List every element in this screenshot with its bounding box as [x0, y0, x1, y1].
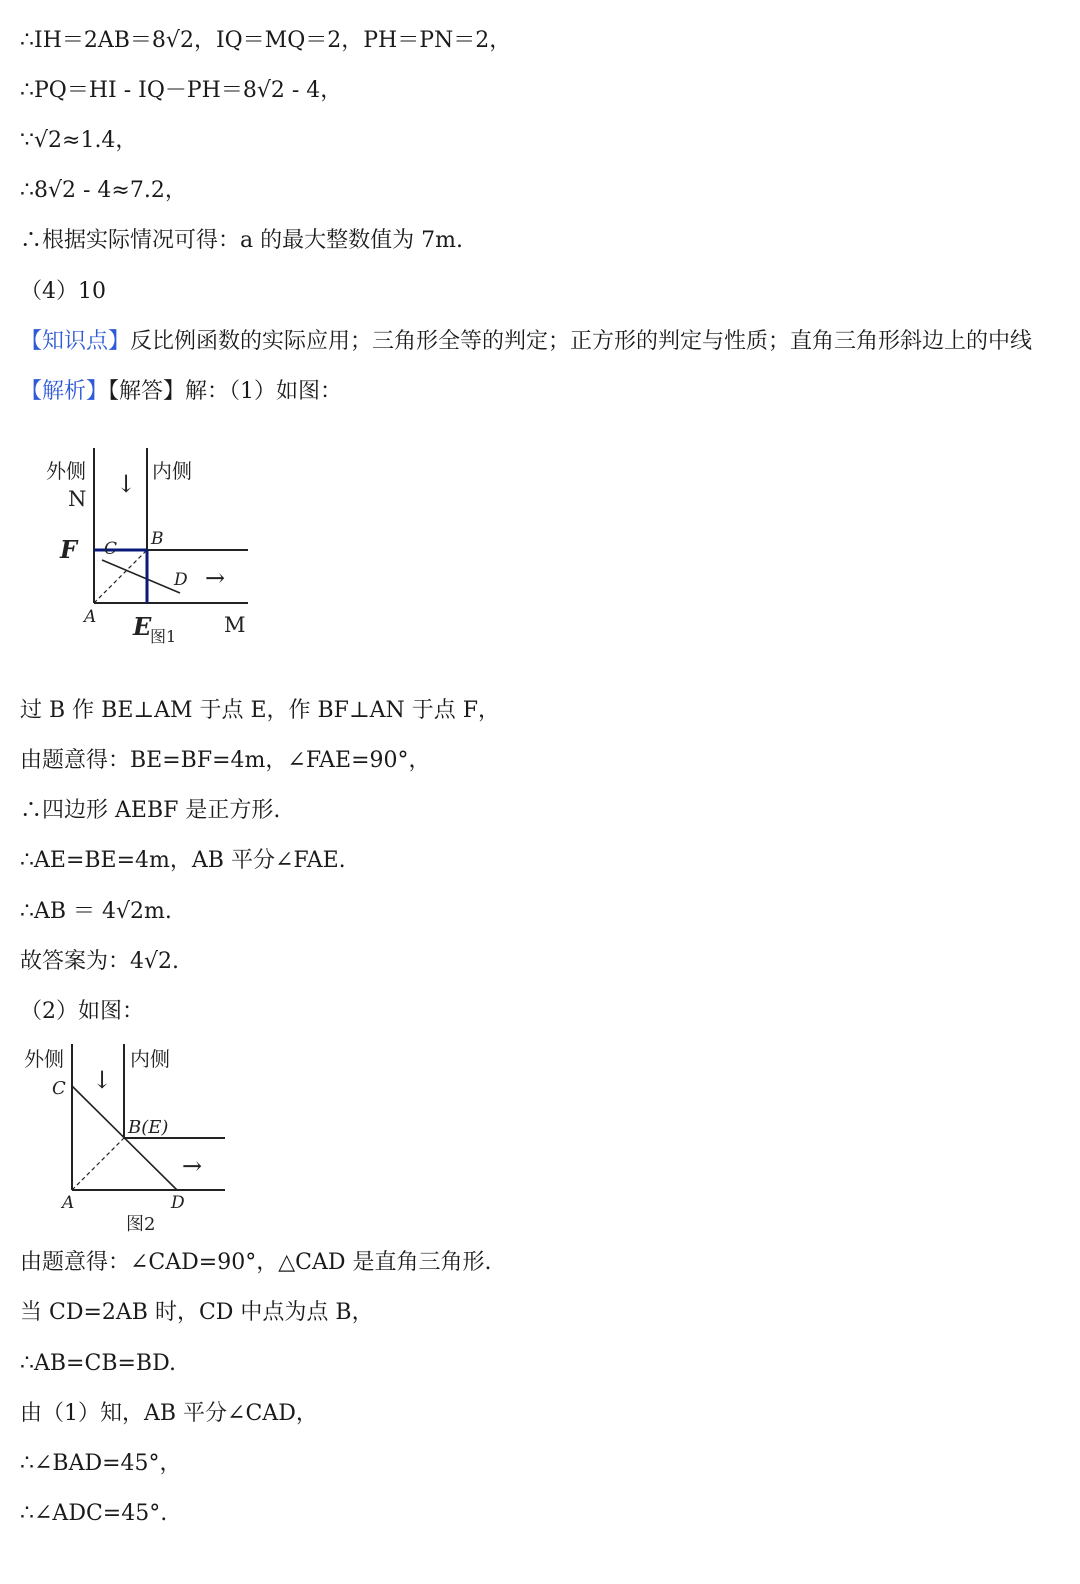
- text-line-p6: 故答案为：4√2.: [20, 949, 180, 974]
- text-line-p4: ∴AE=BE=4m，AB 平分∠FAE.: [20, 848, 346, 873]
- label-c: C: [104, 539, 118, 559]
- knowledge-point-label: 【知识点】: [20, 329, 131, 354]
- label-inner: 内侧: [152, 459, 192, 483]
- label-e: E: [133, 612, 152, 641]
- text-line-q3: ∴AB=CB=BD.: [20, 1351, 176, 1376]
- label-outer: 外侧: [46, 459, 86, 483]
- label-inner: 内侧: [130, 1047, 170, 1071]
- analysis-line: [20, 377, 342, 407]
- analysis-text: 【解答】解：（1）如图：: [108, 379, 343, 404]
- figure-2: [20, 1038, 240, 1238]
- label-d: D: [171, 1193, 185, 1213]
- label-m: M: [224, 613, 246, 637]
- text-line-q5: ∴∠BAD=45°，: [20, 1451, 182, 1476]
- text-line-p5: ∴AB ＝ 4√2m.: [20, 899, 172, 924]
- arrow-down-icon: ↓: [92, 1066, 113, 1094]
- label-a: A: [84, 607, 97, 627]
- text-line-p7: （2）如图：: [20, 999, 144, 1024]
- knowledge-point-line: [20, 327, 1032, 357]
- text-line-3: ∵√2≈1.4，: [20, 128, 138, 153]
- label-outer: 外侧: [24, 1047, 64, 1071]
- label-b: B: [151, 529, 164, 549]
- arrow-right-icon: →: [182, 1152, 203, 1180]
- text-line-p1: 过 B 作 BE⊥AM 于点 E，作 BF⊥AN 于点 F，: [20, 698, 501, 723]
- figure-2-caption: 图2: [126, 1214, 156, 1235]
- label-c: C: [52, 1078, 66, 1099]
- arrow-down-icon: ↓: [116, 470, 137, 498]
- figure-1: [40, 440, 270, 655]
- label-b-e: B(E): [128, 1117, 169, 1138]
- analysis-label: 【解析】: [20, 379, 109, 404]
- text-line-5: ∴根据实际情况可得：a 的最大整数值为 7m.: [20, 228, 463, 253]
- text-line-p2: 由题意得：BE=BF=4m，∠FAE=90°，: [20, 748, 431, 773]
- label-d: D: [174, 570, 188, 590]
- knowledge-point-text: 反比例函数的实际应用；三角形全等的判定；正方形的判定与性质；直角三角形斜边上的中线: [130, 329, 1033, 354]
- text-line-q2: 当 CD=2AB 时，CD 中点为点 B，: [20, 1300, 374, 1325]
- text-line-2: ∴PQ＝HI - IQ－PH＝8√2 - 4，: [20, 78, 343, 103]
- arrow-right-icon: →: [205, 564, 226, 592]
- text-line-p3: ∴四边形 AEBF 是正方形.: [20, 798, 281, 823]
- label-n: N: [68, 487, 87, 511]
- text-line-q1: 由题意得：∠CAD=90°，△CAD 是直角三角形.: [20, 1250, 492, 1275]
- text-line-q4: 由（1）知，AB 平分∠CAD，: [20, 1401, 318, 1426]
- label-f: F: [60, 535, 78, 564]
- text-line-1: ∴IH＝2AB＝8√2，IQ＝MQ＝2，PH＝PN＝2，: [20, 28, 512, 53]
- text-line-q6: ∴∠ADC=45°.: [20, 1501, 168, 1526]
- label-a: A: [62, 1193, 75, 1213]
- rod-cd: [102, 560, 180, 593]
- answer-4: （4）10: [20, 279, 106, 304]
- figure-1-caption: 图1: [150, 627, 177, 646]
- text-line-4: ∴8√2 - 4≈7.2，: [20, 178, 187, 203]
- dashed-ab: [72, 1138, 124, 1190]
